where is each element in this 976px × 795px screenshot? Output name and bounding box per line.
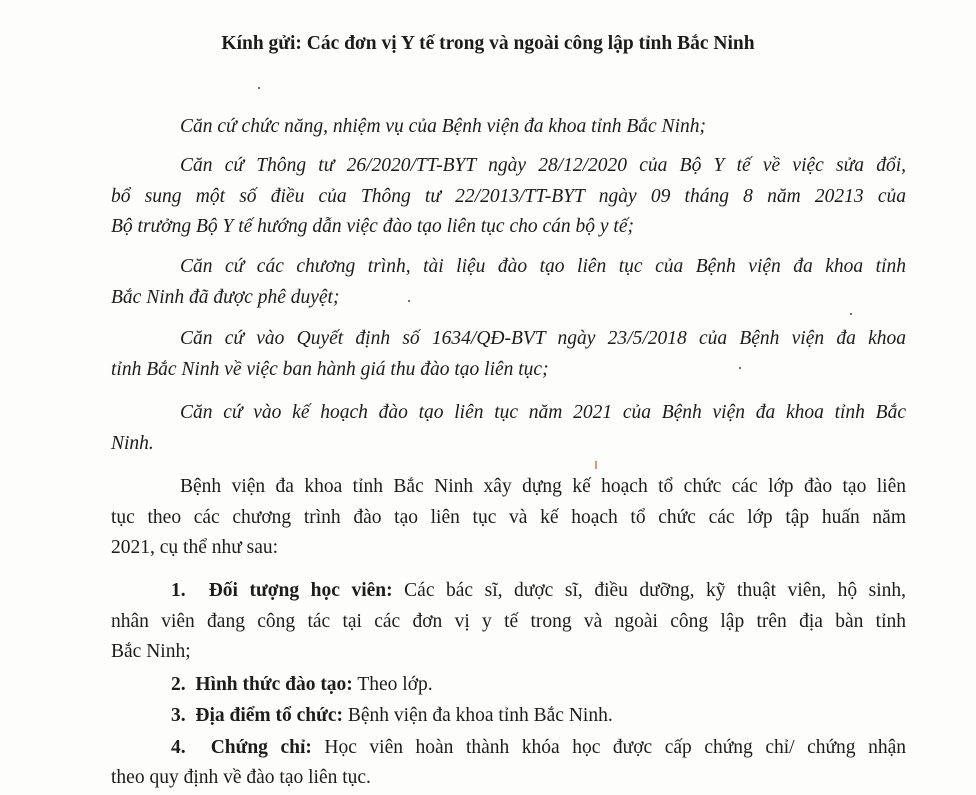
legal-basis-1: Căn cứ chức năng, nhiệm vụ của Bệnh viện đa khoa tỉnh Bắc Ninh; <box>180 116 706 137</box>
scan-red-mark <box>595 461 597 469</box>
item-4-text: Học viên hoàn thành khóa học được cấp chứng chỉ/ chứng nhận <box>311 737 906 758</box>
item-1-first-line <box>171 580 906 602</box>
legal-basis-4-line-2: tỉnh Bắc Ninh về việc ban hành giá thu đào tạo liên tục; <box>111 359 549 380</box>
item-1-label: Đối tượng học viên: <box>208 580 393 601</box>
item-3-number: 3. <box>171 705 186 726</box>
item-4-first-line <box>171 737 906 759</box>
item-4-number: 4. <box>171 737 186 758</box>
item-1-number: 1. <box>171 580 186 601</box>
scan-speck <box>850 313 852 315</box>
item-1-line-3: Bắc Ninh; <box>111 641 191 662</box>
scan-speck <box>739 367 741 369</box>
legal-basis-5-line-1: Căn cứ vào kế hoạch đào tạo liên tục năm 2021 của Bệnh viện đa khoa tỉnh Bắc <box>180 402 906 423</box>
item-3-label: Địa điểm tổ chức: <box>195 705 344 726</box>
intro-line-1: Bệnh viện đa khoa tỉnh Bắc Ninh xây dựng kế hoạch tổ chức các lớp đào tạo liên <box>180 476 906 497</box>
item-2-text: Theo lớp. <box>352 674 433 695</box>
item-2-label: Hình thức đào tạo: <box>195 674 353 695</box>
item-1-line-2: nhân viên đang công tác tại các đơn vị y tế trong và ngoài công lập trên địa bàn tỉnh <box>111 611 906 632</box>
legal-basis-3-line-2: Bắc Ninh đã được phê duyệt; <box>111 287 340 308</box>
legal-basis-5-line-2: Ninh. <box>111 433 154 454</box>
item-1-text: Các bác sĩ, dược sĩ, điều dưỡng, kỹ thuật viên, hộ sinh, <box>392 580 906 601</box>
legal-basis-4-line-1: Căn cứ vào Quyết định số 1634/QĐ-BVT ngày 23/5/2018 của Bệnh viện đa khoa <box>180 328 906 349</box>
document-heading: Kính gửi: Các đơn vị Y tế trong và ngoài công lập tỉnh Bắc Ninh <box>221 33 755 54</box>
item-2-line <box>171 674 433 696</box>
item-4-label: Chứng chỉ: <box>210 737 312 758</box>
item-2-number: 2. <box>171 674 186 695</box>
legal-basis-2-line-2: bổ sung một số điều của Thông tư 22/2013/TT-BYT ngày 09 tháng 8 năm 20213 của <box>111 186 906 207</box>
item-3-text: Bệnh viện đa khoa tỉnh Bắc Ninh. <box>343 705 613 726</box>
intro-line-2: tục theo các chương trình đào tạo liên tục và kế hoạch tổ chức các lớp tập huấn năm <box>111 507 906 528</box>
intro-line-3: 2021, cụ thể như sau: <box>111 537 279 558</box>
legal-basis-2-line-3: Bộ trưởng Bộ Y tế hướng dẫn việc đào tạo liên tục cho cán bộ y tế; <box>111 216 634 237</box>
legal-basis-2-line-1: Căn cứ Thông tư 26/2020/TT-BYT ngày 28/12/2020 của Bộ Y tế về việc sửa đổi, <box>180 155 906 176</box>
item-4-line-2: theo quy định về đào tạo liên tục. <box>111 767 371 788</box>
legal-basis-3-line-1: Căn cứ các chương trình, tài liệu đào tạo liên tục của Bệnh viện đa khoa tỉnh <box>180 256 906 277</box>
scan-speck <box>408 300 410 302</box>
item-3-line <box>171 705 613 727</box>
scan-speck <box>258 87 260 89</box>
